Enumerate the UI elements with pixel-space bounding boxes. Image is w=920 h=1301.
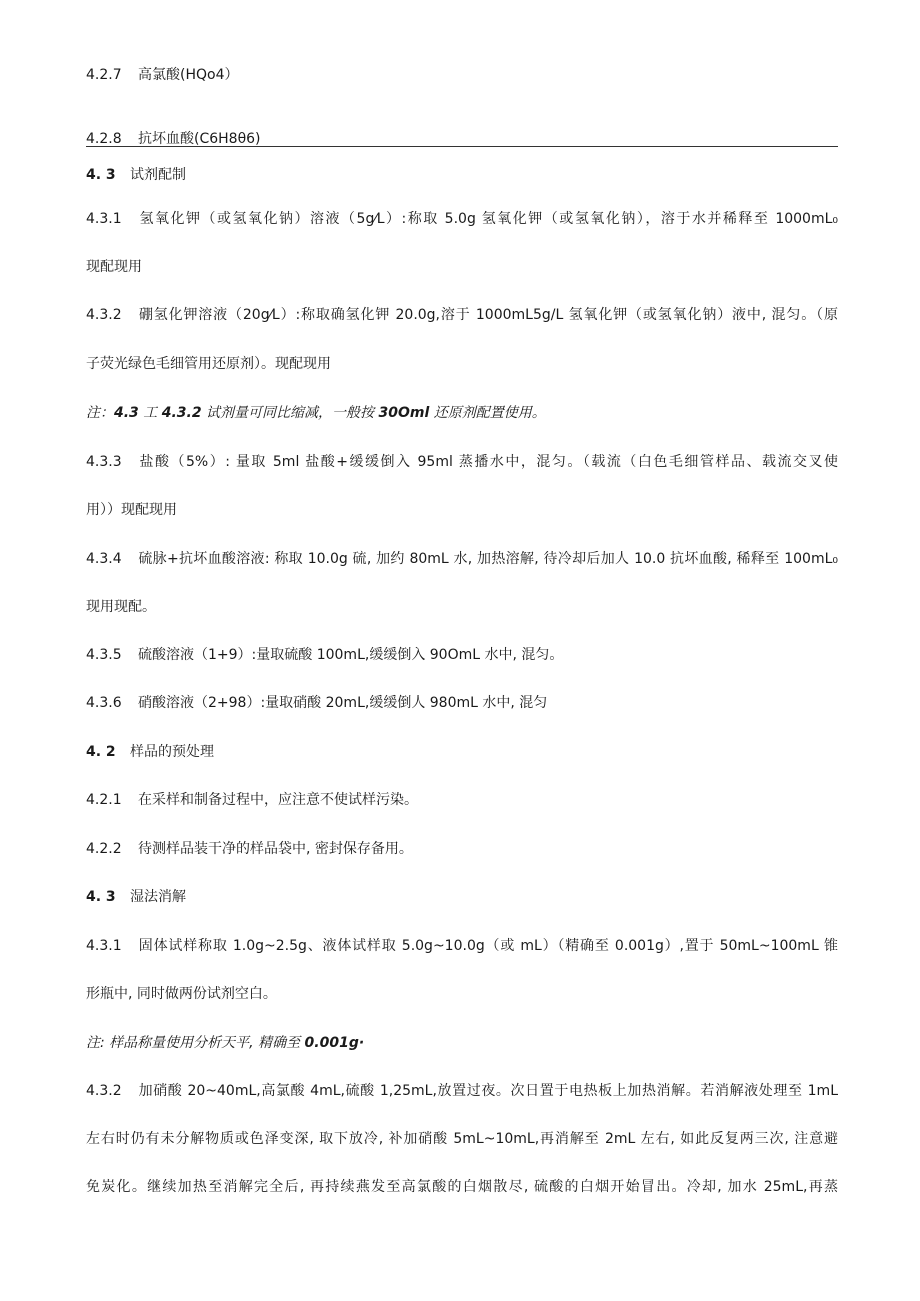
note-ref-a: 4.3 bbox=[114, 405, 139, 421]
item-4-3-1 bbox=[86, 210, 838, 228]
item-number: 4.3.6 bbox=[86, 695, 122, 711]
item-4-3-5 bbox=[86, 646, 846, 664]
item-text: 在采样和制备过程中，应注意不使试样污染。 bbox=[138, 792, 418, 808]
note-end: 还原剂配置使用。 bbox=[429, 405, 546, 421]
item-text: 形瓶中, 同时做两份试剂空白。 bbox=[86, 986, 277, 1002]
item-text: 抗坏血酸(C6H8θ6) bbox=[138, 131, 261, 147]
item-number: 4.2.7 bbox=[86, 67, 122, 83]
item-number: 4.3.1 bbox=[86, 211, 122, 227]
note-precision: 0.001g· bbox=[304, 1035, 365, 1051]
item-4-3-3 bbox=[86, 453, 838, 471]
section-title: 试剂配制 bbox=[130, 167, 186, 183]
item-4-3-1-digestion bbox=[86, 937, 838, 955]
note-prefix: 注： bbox=[86, 405, 114, 421]
item-number: 4.3.2 bbox=[86, 1083, 122, 1099]
item-number: 4.3.4 bbox=[86, 551, 122, 567]
item-text: 加硝酸 20~40mL,高氯酸 4mL,硫酸 1,25mL,放置过夜。次日置于电热板上加热消解。若消解液处理至 1mL bbox=[138, 1083, 838, 1099]
item-text: 氢氧化钾（或氢氧化钠）溶液（5g⁄L）:称取 5.0g 氢氧化钾（或氢氧化钠），溶于水并稀释至 1000mL₀ bbox=[138, 211, 838, 227]
item-number: 4.3.2 bbox=[86, 307, 122, 323]
item-4-2-7 bbox=[86, 66, 846, 84]
item-4-3-6 bbox=[86, 694, 846, 712]
item-number: 4.3.1 bbox=[86, 938, 122, 954]
item-text: 硫脉+抗坏血酸溶液: 称取 10.0g 硫, 加约 80mL 水, 加热溶解, 待冷却后加人 10.0 抗坏血酸, 稀释至 100mL₀ bbox=[138, 551, 838, 567]
item-text: 硝酸溶液（2+98）:量取硝酸 20mL,缓缓倒人 980mL 水中, 混匀 bbox=[138, 695, 548, 711]
section-title: 样品的预处理 bbox=[130, 744, 214, 760]
item-4-3-2-digestion bbox=[86, 1082, 838, 1100]
item-text: 高氯酸(HQo4） bbox=[138, 67, 239, 83]
item-4-2-1 bbox=[86, 791, 846, 809]
section-number: 4. 3 bbox=[86, 167, 116, 183]
item-text: 现配现用 bbox=[86, 259, 142, 275]
item-4-2-2 bbox=[86, 840, 846, 858]
item-4-3-2-digestion-cont-2 bbox=[86, 1178, 838, 1196]
item-number: 4.3.3 bbox=[86, 454, 122, 470]
item-4-3-2-cont bbox=[86, 355, 846, 373]
item-4-3-1-cont bbox=[86, 258, 846, 276]
item-4-3-2 bbox=[86, 306, 838, 324]
item-number: 4.2.1 bbox=[86, 792, 122, 808]
section-4-3-reagent bbox=[86, 166, 846, 184]
item-text: 硼氢化钾溶液（20g⁄L）:称取确氢化钾 20.0g,溶于 1000mL5g/L 氢氧化钾（或氢氧化钠）液中, 混匀。（原 bbox=[138, 307, 838, 323]
item-4-3-4-cont bbox=[86, 598, 846, 616]
item-text: 盐酸（5%）: 量取 5ml 盐酸+缓缓倒入 95ml 蒸播水中，混匀。（载流（白色毛细管样品、载流交叉使 bbox=[138, 454, 838, 470]
item-text: 用））现配现用 bbox=[86, 502, 177, 518]
item-4-3-4 bbox=[86, 550, 838, 568]
note-volume: 30Oml bbox=[378, 405, 430, 421]
section-4-2-pretreatment bbox=[86, 743, 846, 761]
item-number: 4.3.5 bbox=[86, 647, 122, 663]
item-text: 左右时仍有未分解物质或色泽变深, 取下放冷, 补加硝酸 5mL~10mL,再消解至 2mL 左右, 如此反复两三次, 注意避 bbox=[86, 1131, 838, 1147]
section-number: 4. 2 bbox=[86, 744, 116, 760]
note-connector: 工 bbox=[138, 405, 162, 421]
item-4-3-3-cont bbox=[86, 501, 846, 519]
note-body: 注: 样品称量使用分析天平, 精确至 bbox=[86, 1035, 305, 1051]
item-text: 现用现配。 bbox=[86, 599, 156, 615]
note-reagent-volume bbox=[86, 404, 846, 422]
section-number: 4. 3 bbox=[86, 889, 116, 905]
item-4-3-2-digestion-cont-1 bbox=[86, 1130, 838, 1148]
note-body: 试剂量可同比缩减，一般按 bbox=[201, 405, 379, 421]
item-number: 4.2.2 bbox=[86, 841, 122, 857]
item-text: 待测样品装干净的样品袋中, 密封保存备用。 bbox=[138, 841, 413, 857]
section-title: 湿法消解 bbox=[130, 889, 186, 905]
item-text: 固体试样称取 1.0g~2.5g、液体试样取 5.0g~10.0g（或 mL）（精确至 0.001g）,置于 50mL~100mL 锥 bbox=[138, 938, 838, 954]
item-text: 硫酸溶液（1+9）:量取硫酸 100mL,缓缓倒入 90OmL 水中, 混匀。 bbox=[138, 647, 564, 663]
item-text: 子荧光绿色毛细管用还原剂）。现配现用 bbox=[86, 356, 331, 372]
note-ref-b: 4.3.2 bbox=[161, 405, 202, 421]
note-weighing bbox=[86, 1034, 846, 1052]
divider-line bbox=[86, 146, 838, 147]
item-text: 免炭化。继续加热至消解完全后, 再持续燕发至高氯酸的白烟散尽, 硫酸的白烟开始冒出。冷却, 加水 25mL,再蒸 bbox=[86, 1179, 838, 1195]
section-4-3-digestion bbox=[86, 888, 846, 906]
item-number: 4.2.8 bbox=[86, 131, 122, 147]
item-4-3-1-digestion-cont bbox=[86, 985, 846, 1003]
